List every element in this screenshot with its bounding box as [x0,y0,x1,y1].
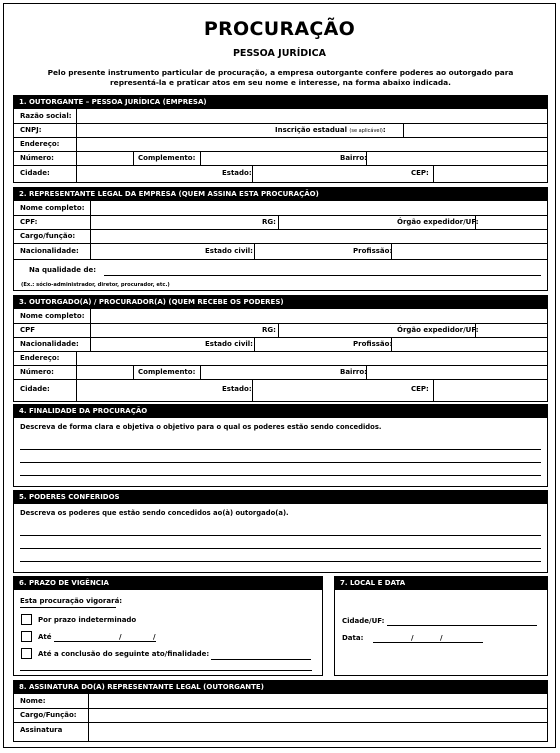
endereco-field[interactable] [77,138,547,151]
out-estado-field[interactable] [253,380,403,401]
rep-orgao-field[interactable] [476,216,547,229]
rep-nome-label: Nome completo: [20,204,85,212]
out-nome-field[interactable] [91,310,547,323]
rep-nacionalidade-field[interactable] [91,244,201,259]
out-estado-civil-field[interactable] [255,338,350,351]
section-outorgante [13,95,548,183]
complemento-label: Complemento: [138,154,196,162]
assinatura-cargo-label: Cargo/Função: [20,711,77,719]
section-3-header: 3. OUTORGADO(A) / PROCURADOR(A) (QUEM RECEBE OS PODERES) [14,296,547,309]
rep-rg-field[interactable] [279,216,389,229]
section-finalidade [13,404,548,487]
cnpj-label: CNPJ: [20,126,42,134]
cep-field[interactable] [434,166,547,182]
out-orgao-label: Órgão expedidor/UF: [397,326,479,334]
out-cep-field[interactable] [434,380,547,401]
rep-rg-label: RG: [262,218,276,226]
section-5-header: 5. PODERES CONFERIDOS [14,491,547,504]
prazo-indeterminado-label: Por prazo indeterminado [38,616,137,624]
out-profissao-field[interactable] [392,338,547,351]
bairro-field[interactable] [367,152,547,165]
rep-cargo-label: Cargo/função: [20,232,76,240]
cnpj-field[interactable] [77,124,267,137]
section-representante [13,187,548,291]
section-1-header: 1. OUTORGANTE – PESSOA JURÍDICA (EMPRESA) [14,96,547,109]
rep-nome-field[interactable] [91,202,547,215]
out-rg-field[interactable] [279,324,389,337]
out-cpf-label: CPF [20,326,36,334]
qualidade-example: (Ex.: sócio-administrador, diretor, procurador, etc.) [21,282,170,288]
razao-social-label: Razão social: [20,112,72,120]
section-poderes [13,490,548,573]
out-complemento-label: Complemento: [138,368,196,376]
row-divider [14,259,547,260]
local-cidade-label: Cidade/UF: [342,617,385,625]
prazo-label-underline [20,607,116,608]
out-bairro-label: Bairro: [340,368,367,376]
prazo-ate-checkbox[interactable] [21,631,32,642]
estado-field[interactable] [253,166,403,182]
qualidade-line [104,275,541,276]
document-subtitle: PESSOA JURÍDICA [232,48,327,59]
section-prazo [13,576,323,676]
out-profissao-label: Profissão: [353,340,393,348]
section-7-header: 7. LOCAL E DATA [335,577,547,590]
out-rg-label: RG: [262,326,276,334]
poderes-description: Descreva os poderes que estão sendo concedidos ao(à) outorgado(a). [20,509,289,517]
local-cidade-line[interactable] [387,625,537,626]
local-data-label: Data: [342,634,364,642]
section-6-header: 6. PRAZO DE VIGÊNCIA [14,577,322,590]
assinatura-field[interactable] [89,723,547,741]
finalidade-line-2[interactable] [20,462,541,463]
out-numero-field[interactable] [77,366,132,379]
poderes-line-3[interactable] [20,561,541,562]
bairro-label: Bairro: [340,154,367,162]
prazo-label: Esta procuração vigorará: [20,597,123,605]
cidade-label: Cidade: [20,169,50,177]
cidade-field[interactable] [77,166,217,182]
assinatura-nome-field[interactable] [89,695,547,708]
local-data-slash-2: / [440,634,443,642]
out-estado-civil-label: Estado civil: [205,340,253,348]
endereco-label: Endereço: [20,140,60,148]
poderes-line-2[interactable] [20,548,541,549]
out-estado-label: Estado: [222,385,252,393]
ie-note: (se aplicável) [349,128,383,134]
rep-nacionalidade-label: Nacionalidade: [20,247,79,255]
qualidade-field[interactable] [104,262,543,275]
complemento-field[interactable] [201,152,336,165]
out-numero-label: Número: [20,368,54,376]
numero-label: Número: [20,154,54,162]
out-nacionalidade-label: Nacionalidade: [20,340,79,348]
out-cpf-field[interactable] [91,324,256,337]
out-bairro-field[interactable] [367,366,547,379]
form-page [3,3,556,748]
out-cidade-field[interactable] [77,380,217,401]
out-endereco-label: Endereço: [20,354,60,362]
section-local-data [334,576,548,676]
rep-cpf-label: CPF: [20,218,38,226]
prazo-ate-date-line[interactable] [54,641,156,642]
estado-label: Estado: [222,169,252,177]
out-orgao-field[interactable] [476,324,547,337]
local-data-slash-1: / [411,634,414,642]
rep-cpf-field[interactable] [91,216,256,229]
finalidade-line-1[interactable] [20,449,541,450]
prazo-indeterminado-checkbox[interactable] [21,614,32,625]
assinatura-label: Assinatura [20,726,63,734]
rep-orgao-label: Órgão expedidor/UF: [397,218,479,226]
prazo-ate-slash-2: / [153,633,156,641]
prazo-conclusao-line-1[interactable] [211,659,311,660]
qualidade-label: Na qualidade de: [29,266,97,274]
prazo-ate-slash-1: / [119,633,122,641]
section-assinatura [13,680,548,742]
out-nacionalidade-field[interactable] [91,338,201,351]
out-complemento-field[interactable] [201,366,336,379]
rep-estado-civil-label: Estado civil: [205,247,253,255]
assinatura-nome-label: Nome: [20,697,46,705]
document-title: PROCURAÇÃO [203,18,356,40]
ie-label: Inscrição estadual (se aplicável): [275,126,386,134]
cep-label: CEP: [411,169,429,177]
rep-profissao-label: Profissão: [353,247,393,255]
finalidade-description: Descreva de forma clara e objetiva o objetivo para o qual os poderes estão sendo concedidos. [20,423,382,431]
cell-divider [133,151,134,165]
section-2-header: 2. REPRESENTANTE LEGAL DA EMPRESA (QUEM ASSINA ESTA PROCURAÇÃO) [14,188,547,201]
prazo-conclusao-label: Até a conclusão do seguinte ato/finalidade: [38,650,210,658]
section-outorgado [13,295,548,402]
rep-cargo-field[interactable] [91,230,547,243]
intro-paragraph: Pelo presente instrumento particular de procuração, a empresa outorgante confere poderes ao outorgado para representá-la e praticar atos em seu nome e interesse, na forma abaixo indicada. [47,68,514,87]
finalidade-line-3[interactable] [20,475,541,476]
prazo-ate-label: Até [38,633,52,641]
razao-social-field[interactable] [77,110,547,123]
cell-divider [133,365,134,379]
section-8-header: 8. ASSINATURA DO(A) REPRESENTANTE LEGAL (OUTORGANTE) [14,681,547,694]
out-cidade-label: Cidade: [20,385,50,393]
out-cep-label: CEP: [411,385,429,393]
ie-field[interactable] [404,124,547,137]
prazo-conclusao-checkbox[interactable] [21,648,32,659]
poderes-line-1[interactable] [20,535,541,536]
out-nome-label: Nome completo: [20,312,85,320]
rep-estado-civil-field[interactable] [255,244,350,259]
numero-field[interactable] [77,152,132,165]
section-4-header: 4. FINALIDADE DA PROCURAÇÃO [14,405,547,418]
local-data-line[interactable] [373,642,483,643]
assinatura-cargo-field[interactable] [89,709,547,722]
rep-profissao-field[interactable] [392,244,547,259]
prazo-conclusao-line-2[interactable] [20,670,312,671]
out-endereco-field[interactable] [77,352,547,365]
